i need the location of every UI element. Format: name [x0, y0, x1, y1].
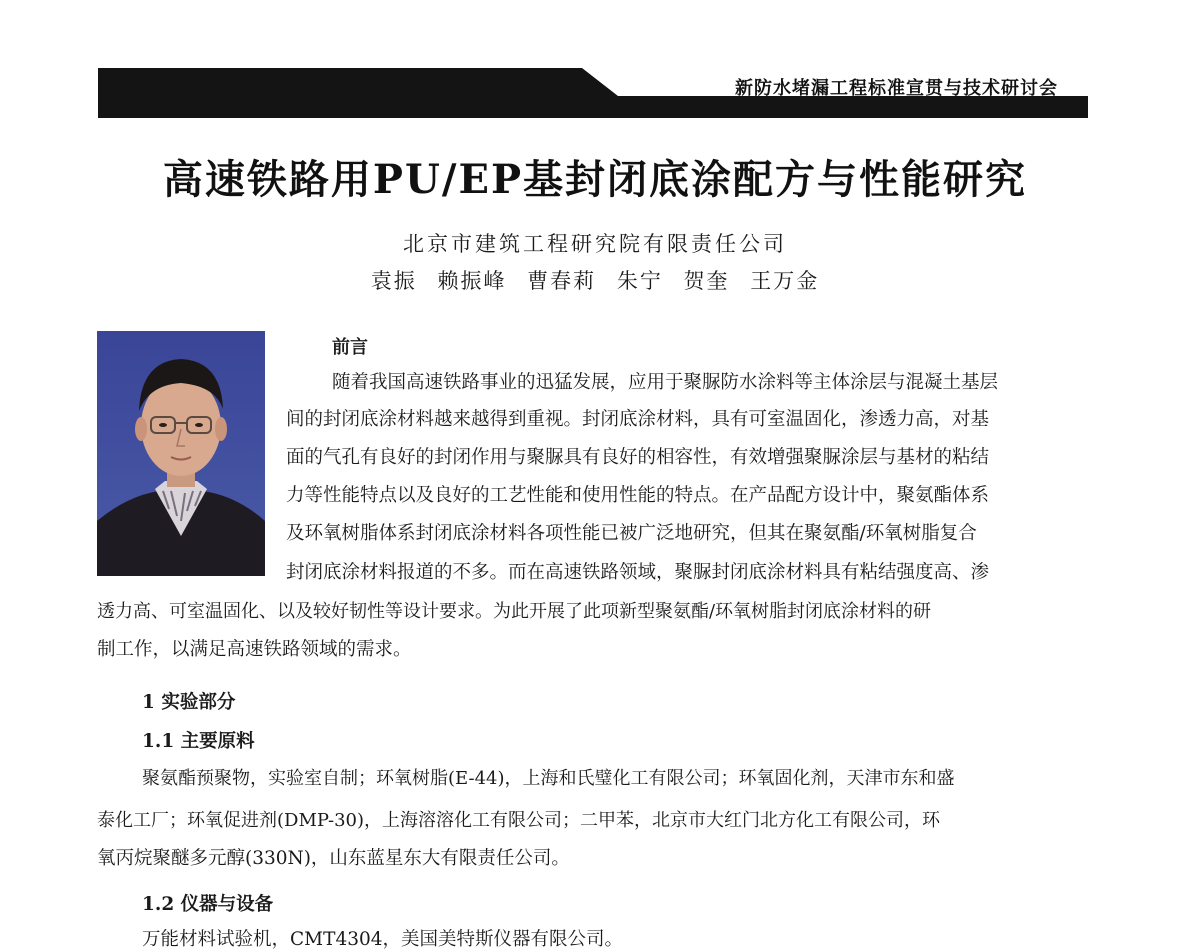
preface-line: 及环氧树脂体系封闭底涂材料各项性能已被广泛地研究，但其在聚氨酯/环氧树脂复合 — [286, 523, 977, 544]
materials-line: 氧丙烷聚醚多元醇(330N)，山东蓝星东大有限责任公司。 — [97, 848, 570, 869]
author-name: 王万金 — [750, 269, 820, 293]
author-affiliation: 北京市建筑工程研究院有限责任公司 — [403, 232, 787, 256]
preface-line: 封闭底涂材料报道的不多。而在高速铁路领域，聚脲封闭底涂材料具有粘结强度高、渗 — [286, 562, 990, 583]
conference-title: 新防水堵漏工程标准宣贯与技术研讨会 — [735, 78, 1058, 99]
equipment-line: 万能材料试验机，CMT4304，美国美特斯仪器有限公司。 — [142, 929, 624, 950]
subsection-heading: 1.2 仪器与设备 — [142, 894, 274, 915]
conference-header-band — [98, 68, 1088, 118]
preface-line: 透力高、可室温固化、以及较好韧性等设计要求。为此开展了此项新型聚氨酯/环氧树脂封闭底涂材料的研 — [97, 601, 932, 622]
author-name: 袁振 — [370, 269, 417, 293]
author-name: 赖振峰 — [437, 269, 507, 293]
materials-line: 聚氨酯预聚物，实验室自制；环氧树脂(E-44)，上海和氏璧化工有限公司；环氧固化剂，天津市东和盛 — [142, 768, 955, 789]
preface-line: 随着我国高速铁路事业的迅猛发展，应用于聚脲防水涂料等主体涂层与混凝土基层 — [332, 372, 999, 393]
author-list — [0, 265, 1190, 295]
author-name: 贺奎 — [683, 269, 730, 293]
section-heading: 1 实验部分 — [142, 692, 236, 713]
materials-line: 泰化工厂；环氧促进剂(DMP-30)，上海溶溶化工有限公司；二甲苯，北京市大红门北方化工有限公司，环 — [97, 810, 941, 831]
preface-line: 制工作，以满足高速铁路领域的需求。 — [97, 639, 412, 660]
author-photo — [97, 331, 265, 576]
subsection-heading: 1.1 主要原料 — [142, 731, 255, 752]
author-name: 曹春莉 — [527, 269, 597, 293]
preface-line: 力等性能特点以及良好的工艺性能和使用性能的特点。在产品配方设计中，聚氨酯体系 — [286, 485, 990, 506]
paper-title: 高速铁路用PU/EP基封闭底涂配方与性能研究 — [162, 156, 1028, 203]
preface-line: 面的气孔有良好的封闭作用与聚脲具有良好的相容性，有效增强聚脲涂层与基材的粘结 — [286, 447, 990, 468]
preface-line: 间的封闭底涂材料越来越得到重视。封闭底涂材料，具有可室温固化，渗透力高，对基 — [286, 409, 990, 430]
preface-heading: 前言 — [332, 337, 368, 358]
author-name: 朱宁 — [616, 269, 663, 293]
